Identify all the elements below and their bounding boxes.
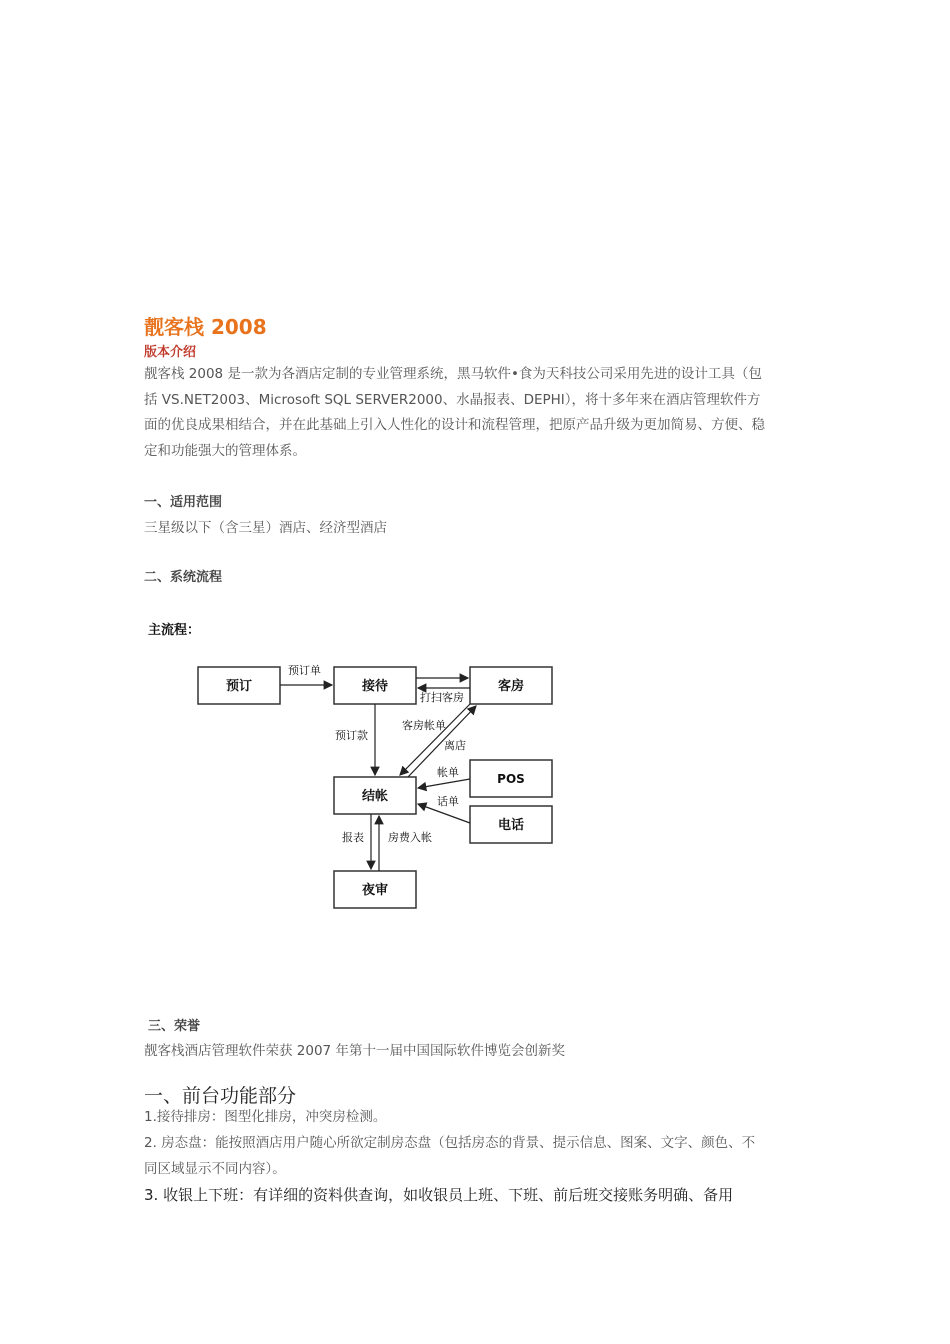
node-booking-label: 预订 (225, 679, 253, 694)
edge-clean-room-label: 打扫客房 (420, 691, 464, 704)
section1-heading: 一、适用范围 (144, 495, 223, 510)
node-phone (470, 806, 552, 843)
section3-heading: 三、荣誉 (148, 1019, 201, 1034)
node-night-audit-label: 夜审 (361, 883, 389, 898)
node-pos-label: POS (497, 772, 525, 786)
edge-room-bill-label: 客房帐单 (402, 719, 446, 732)
section2-heading: 二、系统流程 (144, 570, 223, 585)
feature-item-2-line: 2. 房态盘：能按照酒店用户随心所欲定制房态盘（包括房态的背景、提示信息、图案、文字、颜色、不 (144, 1135, 756, 1151)
node-reception (334, 667, 416, 704)
node-night-audit (334, 871, 416, 908)
section1-text: 三星级以下（含三星）酒店、经济型酒店 (144, 520, 387, 536)
edge-report-label: 报表 (342, 831, 364, 844)
front-desk-heading: 一、前台功能部分 (144, 1085, 297, 1107)
section3-text: 靓客栈酒店管理软件荣获 2007 年第十一届中国国际软件博览会创新奖 (144, 1043, 565, 1059)
edge-checkout-leave-label: 离店 (444, 739, 466, 752)
doc-title: 靓客栈 2008 (144, 315, 267, 339)
node-pos (470, 760, 552, 797)
node-checkout-label: 结帐 (361, 789, 389, 804)
edge-room-charge-label: 房费入帐 (388, 831, 432, 844)
edge-deposit-label: 预订款 (335, 729, 368, 742)
edge-phone-bill-label: 话单 (437, 795, 459, 808)
feature-item-3: 3. 收银上下班：有详细的资料供查询，如收银员上班、下班、前后班交接账务明确、备用 (144, 1186, 734, 1204)
feature-item-2 (144, 1131, 809, 1182)
intro-line: 定和功能强大的管理体系。 (144, 442, 306, 459)
intro-paragraph (144, 362, 809, 464)
feature-item-1: 1.接待排房：图型化排房，冲突房检测。 (144, 1109, 387, 1125)
diagram-caption: 主流程： (148, 623, 201, 638)
feature-item-2-line: 同区域显示不同内容）。 (144, 1160, 286, 1177)
intro-line: 靓客栈 2008 是一款为各酒店定制的专业管理系统，黑马软件•食为天科技公司采用先进的设计工具（包 (144, 366, 762, 382)
edge-bill-label: 帐单 (437, 766, 459, 779)
doc-subtitle: 版本介绍 (144, 345, 197, 360)
intro-line: 括 VS.NET2003、Microsoft SQL SERVER2000、水晶报表、DEPHI），将十多年来在酒店管理软件方 (144, 391, 761, 408)
intro-line: 面的优良成果相结合，并在此基础上引入人性化的设计和流程管理，把原产品升级为更加简易、方便、稳 (144, 417, 765, 433)
node-rooms-label: 客房 (497, 679, 525, 694)
node-rooms (470, 667, 552, 704)
flow-diagram (140, 612, 570, 917)
edge-pos-to-checkout (418, 779, 470, 788)
node-phone-label: 电话 (497, 818, 525, 833)
edge-booking-order-label: 预订单 (288, 664, 321, 677)
node-checkout (334, 777, 416, 814)
node-reception-label: 接待 (361, 679, 389, 694)
node-booking (198, 667, 280, 704)
